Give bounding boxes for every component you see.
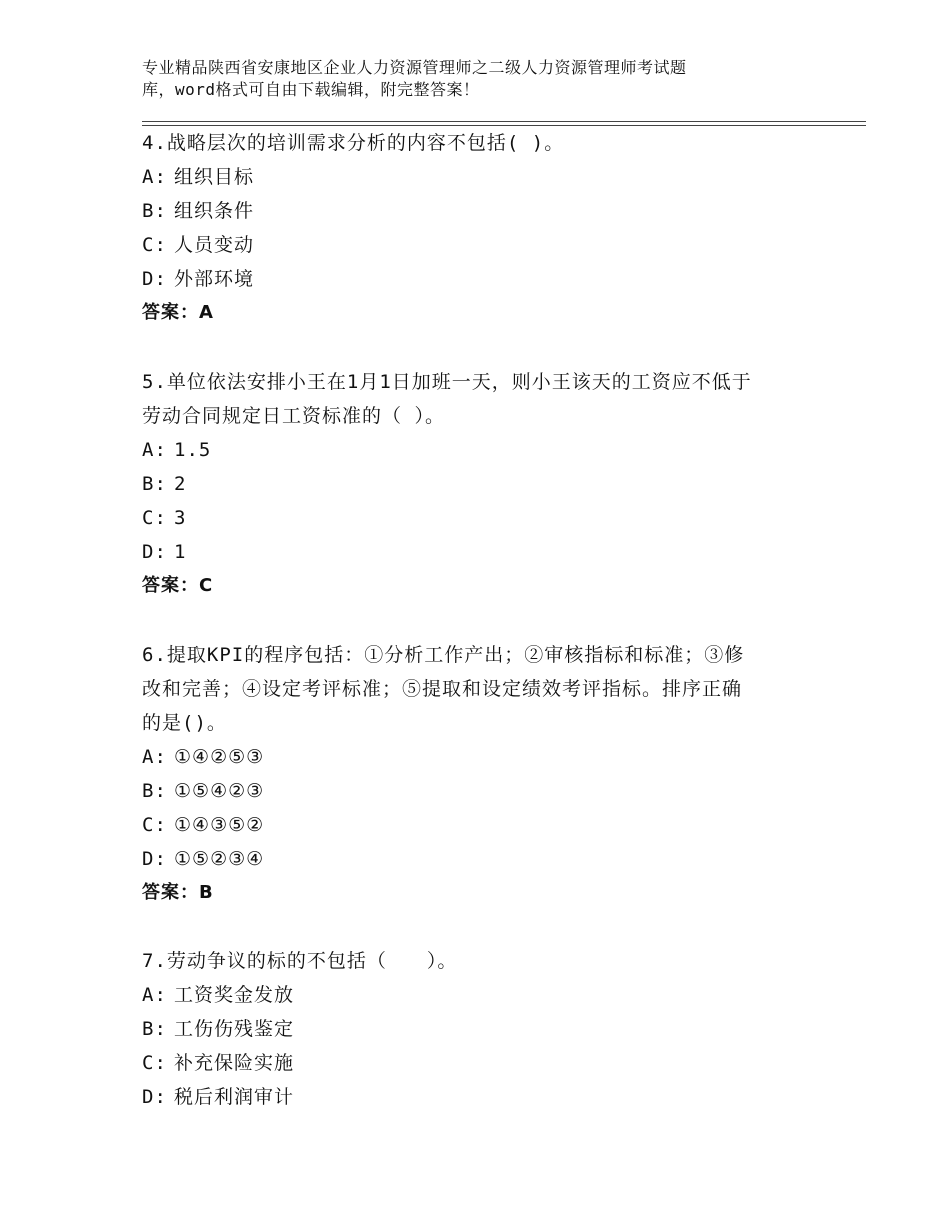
option-text: 工资奖金发放 bbox=[174, 984, 295, 1006]
option-text: 外部环境 bbox=[174, 268, 255, 290]
option-letter: D: bbox=[142, 848, 167, 870]
option-text: 工伤伤残鉴定 bbox=[174, 1018, 295, 1040]
option-letter: B: bbox=[142, 780, 167, 802]
option-text: ①⑤④②③ bbox=[174, 780, 265, 802]
option-text: 人员变动 bbox=[174, 234, 255, 256]
option-c bbox=[142, 228, 822, 262]
question-7 bbox=[142, 944, 822, 1114]
option-d bbox=[142, 1080, 822, 1114]
option-d bbox=[142, 842, 822, 876]
question-stem-line-2: 改和完善；④设定考评标准；⑤提取和设定绩效考评指标。排序正确 bbox=[142, 678, 743, 700]
option-b bbox=[142, 1012, 822, 1046]
option-letter: A: bbox=[142, 984, 167, 1006]
option-text: 组织条件 bbox=[174, 200, 255, 222]
option-letter: B: bbox=[142, 473, 167, 495]
question-4 bbox=[142, 126, 822, 330]
option-letter: A: bbox=[142, 746, 167, 768]
option-letter: A: bbox=[142, 439, 167, 461]
option-text: 3 bbox=[174, 507, 187, 529]
option-c bbox=[142, 808, 822, 842]
question-stem-line-3: 的是()。 bbox=[142, 712, 227, 734]
option-letter: B: bbox=[142, 200, 167, 222]
option-a bbox=[142, 978, 822, 1012]
option-text: ①④②⑤③ bbox=[174, 746, 265, 768]
option-letter: C: bbox=[142, 507, 167, 529]
option-letter: D: bbox=[142, 541, 167, 563]
option-letter: C: bbox=[142, 234, 167, 256]
option-letter: C: bbox=[142, 1052, 167, 1074]
question-6 bbox=[142, 638, 822, 910]
question-stem-line-2: 劳动合同规定日工资标准的（ ）。 bbox=[142, 405, 445, 427]
option-text: ①⑤②③④ bbox=[174, 848, 265, 870]
option-b bbox=[142, 467, 822, 501]
option-letter: D: bbox=[142, 268, 167, 290]
answer-line: 答案：A bbox=[142, 302, 214, 323]
option-text: ①④③⑤② bbox=[174, 814, 265, 836]
answer-line: 答案：B bbox=[142, 882, 214, 903]
question-stem: 7.劳动争议的标的不包括（ ）。 bbox=[142, 950, 458, 972]
option-text: 1.5 bbox=[174, 439, 212, 461]
option-text: 1 bbox=[174, 541, 187, 563]
option-text: 税后利润审计 bbox=[174, 1086, 295, 1108]
option-b bbox=[142, 194, 822, 228]
option-b bbox=[142, 774, 822, 808]
question-stem-line-1: 6.提取KPI的程序包括：①分析工作产出；②审核指标和标准；③修 bbox=[142, 644, 745, 666]
option-c bbox=[142, 501, 822, 535]
option-d bbox=[142, 535, 822, 569]
option-a bbox=[142, 160, 822, 194]
header-line-2: 库，word格式可自由下载编辑，附完整答案！ bbox=[142, 80, 480, 99]
option-text: 2 bbox=[174, 473, 187, 495]
option-letter: B: bbox=[142, 1018, 167, 1040]
option-d bbox=[142, 262, 822, 296]
option-text: 补充保险实施 bbox=[174, 1052, 295, 1074]
answer-line: 答案：C bbox=[142, 575, 214, 596]
document-header bbox=[142, 57, 782, 101]
option-letter: C: bbox=[142, 814, 167, 836]
question-stem: 4.战略层次的培训需求分析的内容不包括( )。 bbox=[142, 132, 565, 154]
option-letter: A: bbox=[142, 166, 167, 188]
question-5 bbox=[142, 365, 822, 603]
question-stem-line-1: 5.单位依法安排小王在1月1日加班一天，则小王该天的工资应不低于 bbox=[142, 371, 752, 393]
option-c bbox=[142, 1046, 822, 1080]
option-text: 组织目标 bbox=[174, 166, 255, 188]
option-a bbox=[142, 433, 822, 467]
header-line-1: 专业精品陕西省安康地区企业人力资源管理师之二级人力资源管理师考试题 bbox=[142, 58, 687, 77]
option-letter: D: bbox=[142, 1086, 167, 1108]
option-a bbox=[142, 740, 822, 774]
header-divider-top bbox=[142, 121, 866, 122]
